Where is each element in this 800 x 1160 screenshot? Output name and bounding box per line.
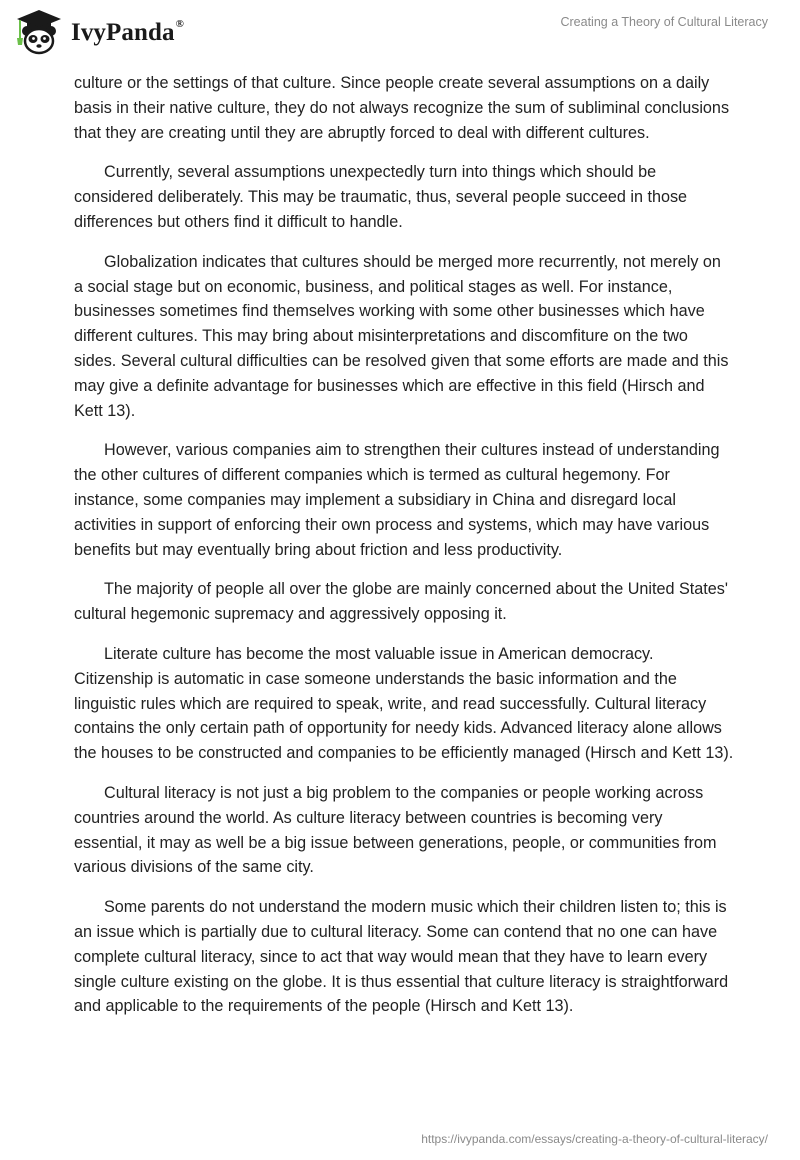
document-title: Creating a Theory of Cultural Literacy [560,15,768,29]
ivypanda-logo[interactable] [14,6,214,58]
essay-body [74,71,734,1034]
paragraph: Cultural literacy is not just a big problem to the companies or people working across countries around the world. As culture literacy between countries is becoming very essential, it may as well be a big issue between generations, people, or communities from various divisions of the same city. [74,783,717,877]
paragraph: culture or the settings of that culture. Since people create several assumptions on a daily basis in their native culture, they do not always recognize the sum of subliminal conclusions that they are creating until they are abruptly forced to deal with different cultures. [74,74,730,142]
paragraph: Some parents do not understand the modern music which their children listen to; this is an issue which is partially due to cultural literacy. Some can contend that no one can have complete cultural literacy, since to act that way would mean that they have to learn every single culture existing on the globe. It is thus essential that culture literacy is straightforward and applicable to the requirements of the people (Hirsch and Kett 13). [74,898,729,1016]
paragraph: The majority of people all over the globe are mainly concerned about the United States' cultural hegemonic supremacy and aggressively opposing it. [74,580,728,624]
logo-text: IvyPanda® [71,17,184,46]
page-header [0,0,800,70]
paragraph: Globalization indicates that cultures should be merged more recurrently, not merely on a social stage but on economic, business, and political stages as well. For instance, businesses sometimes find themselves working with some other businesses which have different cultures. This may bring about misinterpretations and discomfiture on the two sides. Several cultural difficulties can be resolved given that some efforts are made and this may give a definite advantage for businesses which are effective in this field (Hirsch and Kett 13). [74,252,729,420]
paragraph: However, various companies aim to strengthen their cultures instead of understanding the other cultures of different companies which is termed as cultural hegemony. For instance, some companies may implement a subsidiary in China and disregard local activities in support of enforcing their own process and systems, which may have various benefits but may eventually bring about friction and less productivity. [74,441,720,559]
source-url[interactable]: https://ivypanda.com/essays/creating-a-theory-of-cultural-literacy/ [421,1132,768,1146]
panda-graduate-icon [14,7,64,57]
paragraph: Currently, several assumptions unexpectedly turn into things which should be considered deliberately. This may be traumatic, thus, several people succeed in those differences but others find it difficult to handle. [74,163,688,231]
paragraph: Literate culture has become the most valuable issue in American democracy. Citizenship is automatic in case someone understands the basic information and the linguistic rules which are required to speak, write, and read successfully. Cultural literacy contains the only certain path of opportunity for needy kids. Advanced literacy alone allows the houses to be constructed and companies to be efficiently managed (Hirsch and Kett 13). [74,644,734,763]
